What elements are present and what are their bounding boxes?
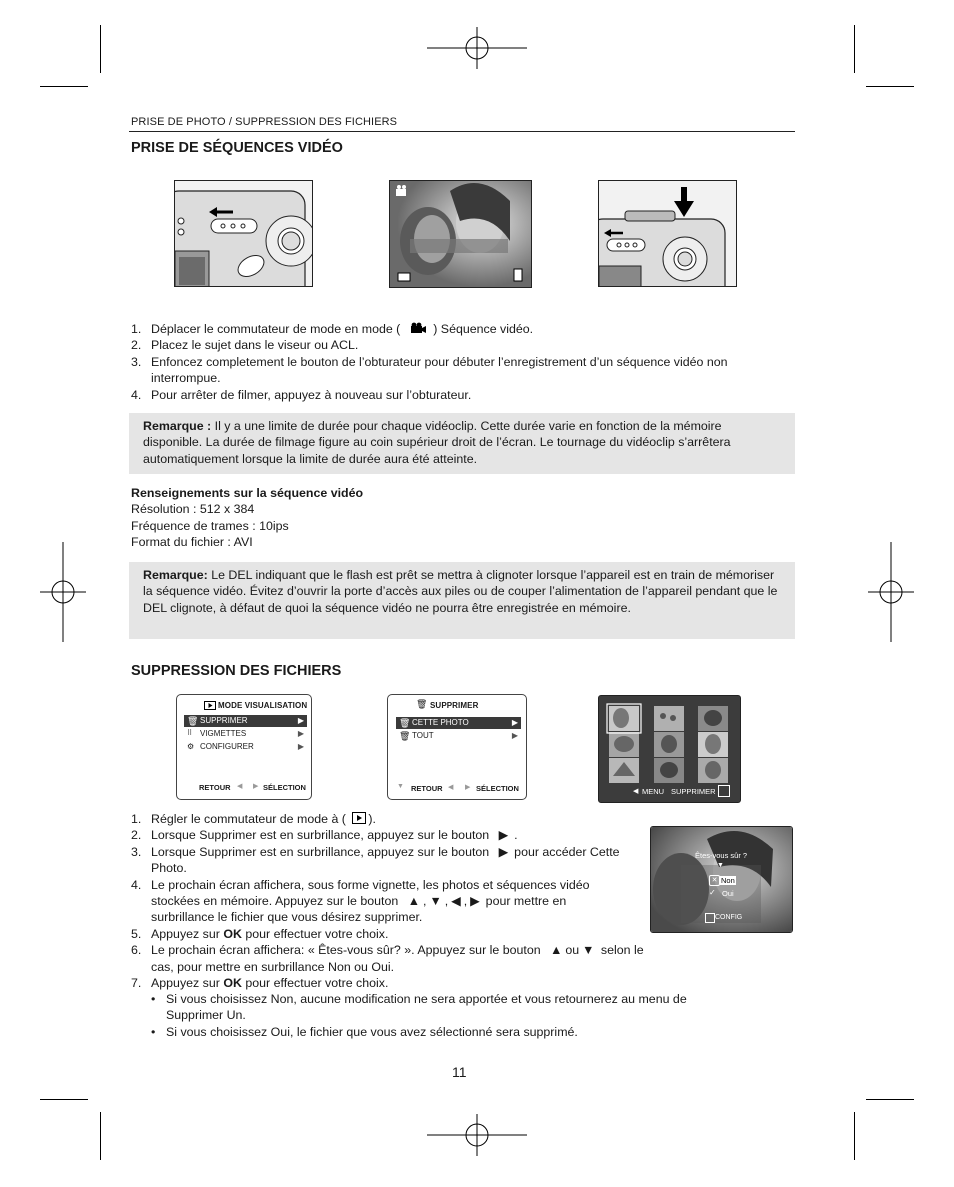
delete-label[interactable]: SUPPRIMER [671, 787, 716, 796]
right-arrow-icon: ▶ [511, 731, 518, 740]
playback-menu-screen [176, 694, 312, 800]
back-label[interactable]: RETOUR [411, 784, 443, 793]
left-arrow-icon: ◀ [237, 783, 243, 790]
video-resolution: Résolution : 512 x 384 [131, 502, 255, 517]
crop-mark [866, 1099, 914, 1100]
down-arrow-icon: ▼ [429, 894, 442, 909]
video-steps-list [131, 321, 791, 403]
right-arrow-icon: ▶ [253, 783, 259, 790]
option-no[interactable]: Non [721, 876, 735, 885]
settings-icon: ⚙ [187, 742, 195, 751]
list-item: 2. Placez le sujet dans le viseur ou ACL. [131, 338, 359, 353]
trash-icon: 🗑 [187, 716, 199, 726]
list-item: 1. Régler le commutateur de mode à ( ). [131, 812, 376, 826]
menu-item-configurer[interactable]: ⚙ CONFIGURER ▶ [187, 742, 304, 751]
thumbnails-icon: ⠿ [187, 730, 193, 737]
list-item: 5. Appuyez sur OK pour effectuer votre choix. [131, 926, 389, 941]
shutter-press-figure [598, 180, 737, 287]
trash-icon: 🗑 [416, 699, 428, 709]
result-bullets [151, 991, 741, 1040]
video-mode-lcd-figure [389, 180, 532, 288]
menu-title: MODE VISUALISATION [218, 701, 308, 710]
note-text: Le DEL indiquant que le flash est prêt se mettra à clignoter lorsque l’appareil est en train de mémoriser la séquence vidéo. Évitez d’ouvrir la porte d’accès aux piles ou de couper l’alimentation de l’appareil pendant que le DEL clignote, à défaut de quoi la séquence vidéo ne pourra être enregistrée en mémoire. [143, 568, 778, 615]
option-yes[interactable]: Oui [722, 889, 734, 898]
right-arrow-icon: ▶ [297, 729, 304, 738]
note-text: Il y a une limite de durée pour chaque vidéoclip. Cette durée varie en fonction de la mémoire disponible. La durée de filmage figure au coin supérieur droit de l’écran. Le tournage du vidéoclip s’arrêtera automatiquement lorsque la limite de durée aura été atteinte. [143, 419, 731, 466]
video-frame-rate: Fréquence de trames : 10ips [131, 518, 289, 533]
left-arrow-icon: ◀ [448, 784, 454, 791]
list-item: 6. Le prochain écran affichera: « Êtes-vous sûr? ». Appuyez sur le bouton ▲ ou ▼ selon le cas, pour mettre en surbrillance Non ou Oui. [131, 943, 644, 974]
menu-item-supprimer[interactable]: 🗑 SUPPRIMER ▶ [184, 715, 307, 727]
list-item: • Si vous choisissez Oui, le fichier que vous avez sélectionné sera supprimé. [151, 1024, 578, 1039]
left-arrow-icon: ◀ [451, 894, 461, 909]
video-camera-icon [409, 322, 427, 334]
delete-menu-screen [387, 694, 527, 800]
list-item: 2. Lorsque Supprimer est en surbrillance, appuyez sur le bouton ▶ . [131, 828, 518, 843]
note-label: Remarque : [143, 419, 212, 433]
right-arrow-icon: ▶ [297, 716, 304, 725]
check-icon: ✓ [709, 888, 716, 897]
up-arrow-icon: ▲ [407, 894, 420, 909]
menu-title: SUPPRIMER [430, 701, 479, 710]
back-label[interactable]: RETOUR [199, 783, 231, 792]
header-rule [129, 131, 795, 132]
list-item: 1. Déplacer le commutateur de mode en mode ( ) Séquence vidéo. [131, 322, 534, 336]
right-arrow-icon: ▶ [297, 742, 304, 751]
registration-mark [40, 542, 86, 642]
up-arrow-icon: ▲ [550, 943, 563, 958]
note-led-blinking [129, 562, 795, 639]
list-item: 7. Appuyez sur OK pour effectuer votre choix. [131, 976, 389, 991]
list-item: 3. Enfoncez completement le bouton de l’obturateur pour débuter l’enregistrement d’un séquence vidéo non interrompue. [131, 354, 728, 386]
section-title-video: PRISE DE SÉQUENCES VIDÉO [131, 140, 343, 156]
down-arrow-icon: ▼ [397, 783, 404, 790]
video-info-block [131, 485, 731, 551]
config-label[interactable]: CONFIG [715, 914, 743, 921]
menu-label[interactable]: MENU [642, 787, 665, 796]
crop-mark [854, 25, 855, 73]
down-arrow-icon: ▼ [717, 862, 724, 869]
menu-item-cette-photo[interactable]: 🗑 CETTE PHOTO ▶ [396, 717, 521, 729]
crop-mark [866, 86, 914, 87]
select-label[interactable]: SÉLECTION [263, 783, 306, 792]
ok-box-icon [718, 785, 730, 797]
right-arrow-icon: ▶ [498, 828, 509, 843]
running-header: PRISE DE PHOTO / SUPPRESSION DES FICHIERS [131, 116, 398, 128]
thumbnail-delete-screen [598, 695, 741, 803]
list-item: 3. Lorsque Supprimer est en surbrillance, appuyez sur le bouton ▶ pour accéder Cette Photo. [131, 844, 620, 876]
bullet-icon: • [151, 1024, 156, 1039]
video-file-format: Format du fichier : AVI [131, 535, 253, 550]
select-label[interactable]: SÉLECTION [476, 784, 519, 793]
note-duration-limit [129, 413, 795, 474]
crop-mark [40, 86, 88, 87]
page-number: 11 [452, 1064, 467, 1080]
registration-mark [427, 27, 527, 69]
camera-mode-switch-figure [174, 180, 313, 287]
down-arrow-icon: ▼ [582, 943, 595, 958]
note-label: Remarque: [143, 568, 208, 582]
list-item: 4. Le prochain écran affichera, sous forme vignette, les photos et séquences vidéo stockées en mémoire. Appuyez sur le bouton ▲ , ▼ , ◀ , ▶ pour mettre en surbrillance le fichier que vous désirez supprimer. [131, 877, 590, 925]
menu-item-vigmettes[interactable]: ⠿ VIGMETTES ▶ [187, 729, 304, 738]
crop-mark [40, 1099, 88, 1100]
section-title-delete: SUPPRESSION DES FICHIERS [131, 663, 342, 679]
right-arrow-icon: ▶ [498, 844, 509, 859]
play-icon [352, 812, 366, 824]
delete-steps-list [131, 811, 731, 991]
left-arrow-icon: ◀ [633, 788, 639, 795]
video-info-title: Renseignements sur la séquence vidéo [131, 486, 364, 500]
crop-mark [100, 25, 101, 73]
registration-mark [427, 1114, 527, 1156]
confirm-question: Êtes-vous sûr ? [695, 851, 748, 860]
trash-icon: 🗑 [399, 718, 411, 728]
menu-item-tout[interactable]: 🗑 TOUT ▶ [399, 731, 518, 741]
play-icon [204, 701, 216, 710]
crop-mark [854, 1112, 855, 1160]
registration-mark [868, 542, 914, 642]
list-item: 4. Pour arrêter de filmer, appuyez à nouveau sur l’obturateur. [131, 387, 472, 402]
bullet-icon: • [151, 992, 156, 1006]
crop-mark [100, 1112, 101, 1160]
right-arrow-icon: ▶ [470, 894, 480, 909]
right-arrow-icon: ▶ [465, 784, 471, 791]
cancel-icon: ✕ [709, 875, 720, 886]
right-arrow-icon: ▶ [511, 718, 518, 727]
trash-all-icon: 🗑 [399, 731, 411, 741]
list-item: • Si vous choisissez Non, aucune modification ne sera apportée et vous retournerez au menu de Supprimer Un. [151, 992, 687, 1023]
